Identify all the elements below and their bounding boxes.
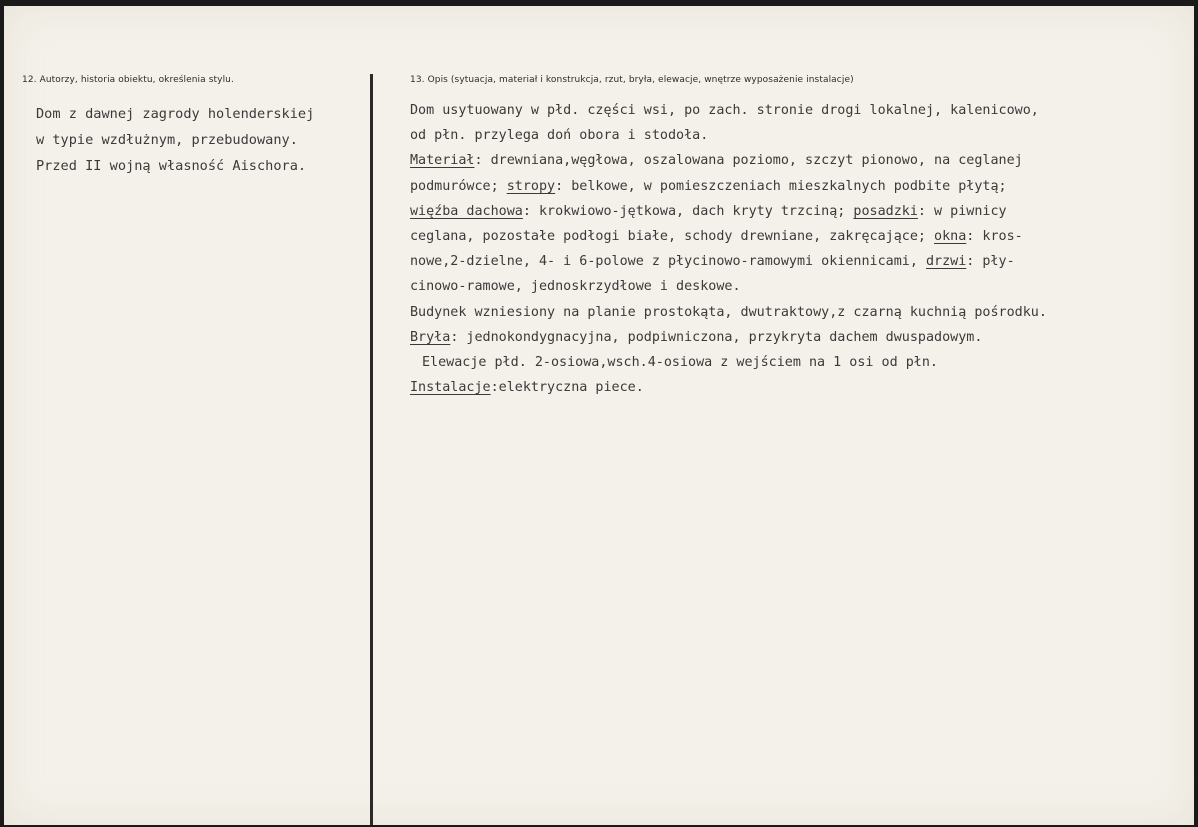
description-line <box>410 325 1047 350</box>
history-line: Dom z dawnej zagrody holenderskiej <box>36 106 315 122</box>
material-text: : drewniana,węgłowa, oszalowana poziomo, szczyt pionowo, na ceglanej <box>474 153 1023 169</box>
doors-text: : pły- <box>966 254 1015 270</box>
floors-label: posadzki <box>853 203 918 219</box>
record-card <box>4 6 1194 825</box>
column-divider <box>370 74 373 825</box>
description-line: cinowo-ramowe, jednoskrzydłowe i deskowe. <box>410 279 741 295</box>
windows-text: : kros- <box>966 228 1023 244</box>
ceilings-text: : belkowe, w pomieszczeniach mieszkalnych podbite płytą; <box>555 178 1007 194</box>
massing-text: : jednokondygnacyjna, podpiwniczona, przykryta dachem dwuspadowym. <box>450 329 983 345</box>
description-line <box>410 148 1047 173</box>
history-line: Przed II wojną własność Aischora. <box>36 158 307 174</box>
roof-truss-text: : krokwiowo-jętkowa, dach kryty trzciną; <box>522 203 854 219</box>
installations-label: Instalacje <box>410 380 491 396</box>
authors-history-text <box>36 101 314 179</box>
description-line: od płn. przylega doń obora i stodoła. <box>410 128 709 144</box>
windows-label: okna <box>934 228 967 244</box>
description-text <box>410 98 1047 400</box>
doors-label: drzwi <box>925 254 967 270</box>
authors-history-style-header: 12. Autorzy, historia obiektu, określenia stylu. <box>22 75 234 85</box>
ceilings-label: stropy <box>506 178 556 194</box>
floors-text: : w piwnicy <box>917 203 1007 219</box>
description-line <box>410 249 1047 274</box>
description-line <box>410 375 1047 400</box>
description-line <box>410 224 1047 249</box>
windows-rest-text: nowe,2-dzielne, 4- i 6-polowe z płycinowo-ramowymi okiennicami, <box>410 254 926 270</box>
foundation-text: podmurówce; <box>410 178 507 194</box>
description-line <box>410 174 1047 199</box>
floors-rest-text: ceglana, pozostałe podłogi białe, schody drewniane, zakręcające; <box>410 228 935 244</box>
description-line <box>410 199 1047 224</box>
description-header: 13. Opis (sytuacja, materiał i konstrukcja, rzut, bryła, elewacje, wnętrze wyposażenie instalacje) <box>410 75 854 85</box>
history-line: w typie wzdłużnym, przebudowany. <box>36 132 298 148</box>
installations-text: :elektryczna piece. <box>490 380 644 396</box>
roof-truss-label: więźba dachowa <box>410 203 523 219</box>
description-line: Budynek wzniesiony na planie prostokąta, dwutraktowy,z czarną kuchnią pośrodku. <box>410 304 1047 320</box>
massing-label: Bryła <box>410 329 451 345</box>
description-line: Dom usytuowany w płd. części wsi, po zach. stronie drogi lokalnej, kalenicowo, <box>410 103 1039 118</box>
material-label: Materiał <box>410 153 475 169</box>
description-line: Elewacje płd. 2-osiowa,wsch.4-osiowa z wejściem na 1 osi od płn. <box>422 354 938 370</box>
